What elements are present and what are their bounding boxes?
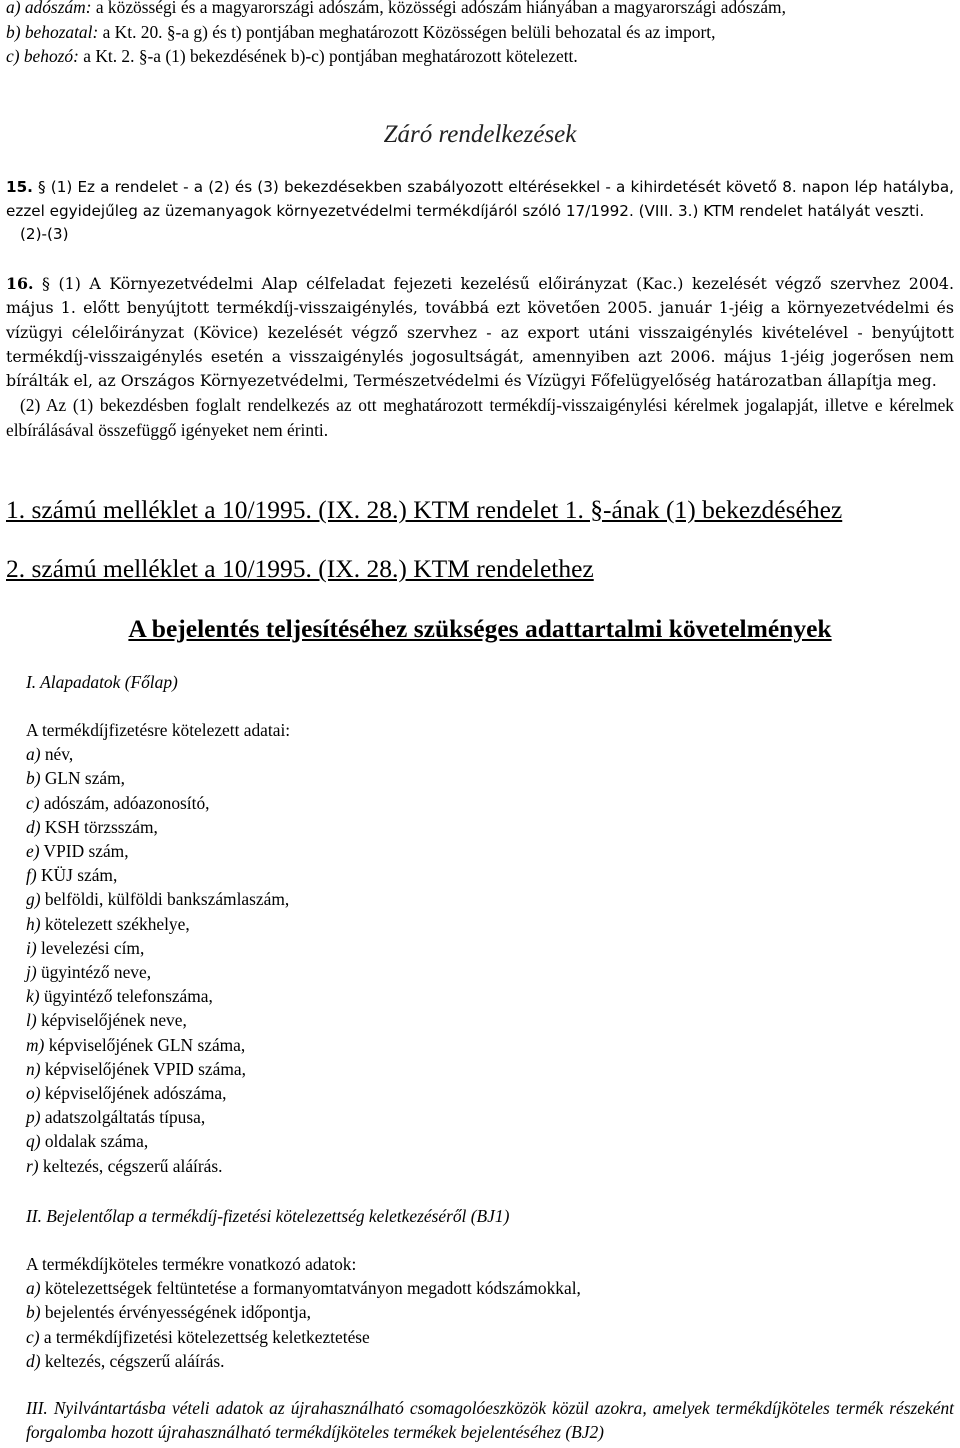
annex-1-title: 1. számú melléklet a 10/1995. (IX. 28.) KTM rendelet 1. §-ának (1) bekezdéséhez bbox=[6, 495, 843, 524]
list-item bbox=[26, 1300, 946, 1324]
definitions-block bbox=[6, 0, 954, 69]
section-2-title: II. Bejelentőlap a termékdíj-fizetési kötelezettség keletkezéséről (BJ1) bbox=[26, 1206, 510, 1226]
list-item-key: b) bbox=[26, 1302, 41, 1323]
list-item bbox=[26, 1349, 946, 1373]
list-item-key: q) bbox=[26, 1131, 41, 1152]
list-item bbox=[26, 1057, 926, 1081]
definition-item bbox=[6, 20, 954, 45]
list-item-text: a termékdíjfizetési kötelezettség keletkeztetése bbox=[39, 1326, 370, 1347]
list-item-key: h) bbox=[26, 913, 41, 934]
list-item-text: adószám, adóazonosító, bbox=[39, 792, 210, 813]
section-heading-zaro: Záró rendelkezések bbox=[383, 121, 577, 148]
list-item-text: VPID szám, bbox=[39, 841, 129, 862]
definition-text: a Kt. 2. §-a (1) bekezdésének b)-c) pontjában meghatározott kötelezett. bbox=[78, 46, 578, 66]
definition-key: c) behozó: bbox=[6, 46, 79, 66]
list-item bbox=[26, 1008, 926, 1032]
list-item bbox=[26, 1276, 946, 1300]
list-item-key: b) bbox=[26, 768, 41, 789]
paragraph-body: § (1) A Környezetvédelmi Alap célfeladat fejezeti kezelésű előirányzat (Kac.) kezelését végző szervhez 2004. május 1. előtt benyújtott termékdíj-visszaigénylés, továbbá ezt követően 2005. január 1-jéig a környezetvédelmi és vízügyi célelőirányzat (Kövice) kezelését végző szervhez - az export utáni visszaigénylés kivételével - benyújtott termékdíj-visszaigénylés esetén a visszaigénylés jogosultságát, amennyiben azt 2006. május 1-jéig jogerősen nem bírálták el, az Országos Környezetvédelmi, Természetvédelmi és Vízügyi Főfelügyelőség határozatban állapítja meg. bbox=[6, 274, 954, 391]
section-1-list bbox=[26, 718, 926, 1178]
list-item-key: n) bbox=[26, 1058, 41, 1079]
list-item-text: oldalak száma, bbox=[40, 1131, 149, 1152]
paragraph-16-text-1 bbox=[6, 272, 954, 393]
list-item bbox=[26, 936, 926, 960]
list-item-text: ügyintéző telefonszáma, bbox=[39, 986, 213, 1007]
list-item bbox=[26, 912, 926, 936]
list-item bbox=[26, 960, 926, 984]
section-1-items bbox=[26, 742, 926, 1178]
list-item bbox=[26, 887, 926, 911]
list-item-text: képviselőjének VPID száma, bbox=[40, 1058, 246, 1079]
list-item-text: levelezési cím, bbox=[36, 937, 145, 958]
section-1-title: I. Alapadatok (Főlap) bbox=[26, 672, 178, 692]
paragraph-16-text-2: (2) Az (1) bekezdésben foglalt rendelkezés az ott meghatározott termékdíj-visszaigénylési kérelmek jogalapját, illetve e kérelmek elbírálásával összefüggő igényeket nem érinti. bbox=[6, 395, 954, 440]
list-item bbox=[26, 984, 926, 1008]
list-item-key: c) bbox=[26, 1326, 40, 1347]
list-item-text: GLN szám, bbox=[40, 768, 126, 789]
annex-2-main-title: A bejelentés teljesítéséhez szükséges adattartalmi követelmények bbox=[128, 614, 832, 643]
list-item-key: c) bbox=[26, 792, 40, 813]
list-item-key: e) bbox=[26, 841, 40, 862]
section-1-intro: A termékdíjfizetésre kötelezett adatai: bbox=[26, 720, 291, 740]
list-item-text: bejelentés érvényességének időpontja, bbox=[40, 1302, 311, 1323]
list-item-key: k) bbox=[26, 986, 40, 1007]
list-item-text: ügyintéző neve, bbox=[36, 962, 152, 983]
definition-key: b) behozatal: bbox=[6, 21, 99, 42]
list-item-key: j) bbox=[26, 962, 37, 983]
list-item-key: l) bbox=[26, 1010, 37, 1031]
list-item bbox=[26, 863, 926, 887]
section-2-list bbox=[26, 1252, 946, 1373]
list-item-text: képviselőjének GLN száma, bbox=[44, 1034, 246, 1055]
list-item-key: m) bbox=[26, 1034, 45, 1055]
list-item-key: d) bbox=[26, 816, 41, 837]
list-item bbox=[26, 1325, 946, 1349]
paragraph-16 bbox=[6, 272, 954, 442]
list-item-key: d) bbox=[26, 1350, 41, 1371]
definition-item bbox=[6, 44, 954, 69]
definition-text: a közösségi és a magyarországi adószám, közösségi adószám hiányában a magyarországi adószám, bbox=[91, 0, 786, 17]
list-item-key: o) bbox=[26, 1083, 41, 1104]
list-item-key: r) bbox=[26, 1155, 39, 1176]
list-item-text: adatszolgáltatás típusa, bbox=[40, 1107, 206, 1128]
list-item bbox=[26, 1154, 926, 1178]
list-item bbox=[26, 791, 926, 815]
list-item bbox=[26, 815, 926, 839]
definition-item bbox=[6, 0, 954, 20]
list-item-text: KÜJ szám, bbox=[36, 865, 118, 886]
definition-key: a) adószám: bbox=[6, 0, 92, 17]
definition-text: a Kt. 20. §-a g) és t) pontjában meghatározott Közösségen belüli behozatal és az import, bbox=[98, 21, 716, 42]
list-item bbox=[26, 766, 926, 790]
list-item-text: keltezés, cégszerű aláírás. bbox=[38, 1155, 223, 1176]
paragraph-number: 16. bbox=[6, 274, 34, 293]
list-item-key: a) bbox=[26, 744, 41, 765]
list-item bbox=[26, 742, 926, 766]
list-item bbox=[26, 1105, 926, 1129]
list-item bbox=[26, 1129, 926, 1153]
paragraph-15-text bbox=[6, 176, 954, 223]
paragraph-number: 15. bbox=[6, 178, 33, 196]
section-3-title: III. Nyilvántartásba vételi adatok az újrahasználható csomagolóeszközök közül azokra, amelyek termékdíjköteles termék részeként forgalomba hozott újrahasználható termékdíjköteles termékek bejelentéséhez (BJ2) bbox=[26, 1398, 954, 1442]
list-item bbox=[26, 1033, 926, 1057]
list-item bbox=[26, 1081, 926, 1105]
list-item-key: a) bbox=[26, 1278, 41, 1299]
section-2-items bbox=[26, 1276, 946, 1373]
list-item-text: belföldi, külföldi bankszámlaszám, bbox=[40, 889, 290, 910]
list-item-key: i) bbox=[26, 937, 37, 958]
list-item-text: kötelezett székhelye, bbox=[40, 913, 190, 934]
list-item bbox=[26, 839, 926, 863]
list-item-text: KSH törzsszám, bbox=[40, 816, 158, 837]
list-item-key: f) bbox=[26, 865, 37, 886]
annex-2-title: 2. számú melléklet a 10/1995. (IX. 28.) KTM rendelethez bbox=[6, 554, 594, 583]
section-2-intro: A termékdíjköteles termékre vonatkozó adatok: bbox=[26, 1254, 357, 1274]
list-item-key: g) bbox=[26, 889, 41, 910]
list-item-text: keltezés, cégszerű aláírás. bbox=[40, 1350, 225, 1371]
list-item-text: képviselőjének adószáma, bbox=[40, 1083, 227, 1104]
list-item-key: p) bbox=[26, 1107, 41, 1128]
paragraph-15 bbox=[6, 176, 954, 247]
list-item-text: kötelezettségek feltüntetése a formanyomtatványon megadott kódszámokkal, bbox=[40, 1278, 581, 1299]
paragraph-15-sub: (2)-(3) bbox=[20, 225, 69, 243]
list-item-text: képviselőjének neve, bbox=[36, 1010, 187, 1031]
paragraph-body: § (1) Ez a rendelet - a (2) és (3) bekezdésekben szabályozott eltérésekkel - a kihirdetését követő 8. napon lép hatályba, ezzel egyidejűleg az üzemanyagok környezetvédelmi termékdíjáról szóló 17/1992. (VIII. 3.) KTM rendelet hatályát veszti. bbox=[6, 178, 954, 220]
list-item-text: név, bbox=[40, 744, 74, 765]
